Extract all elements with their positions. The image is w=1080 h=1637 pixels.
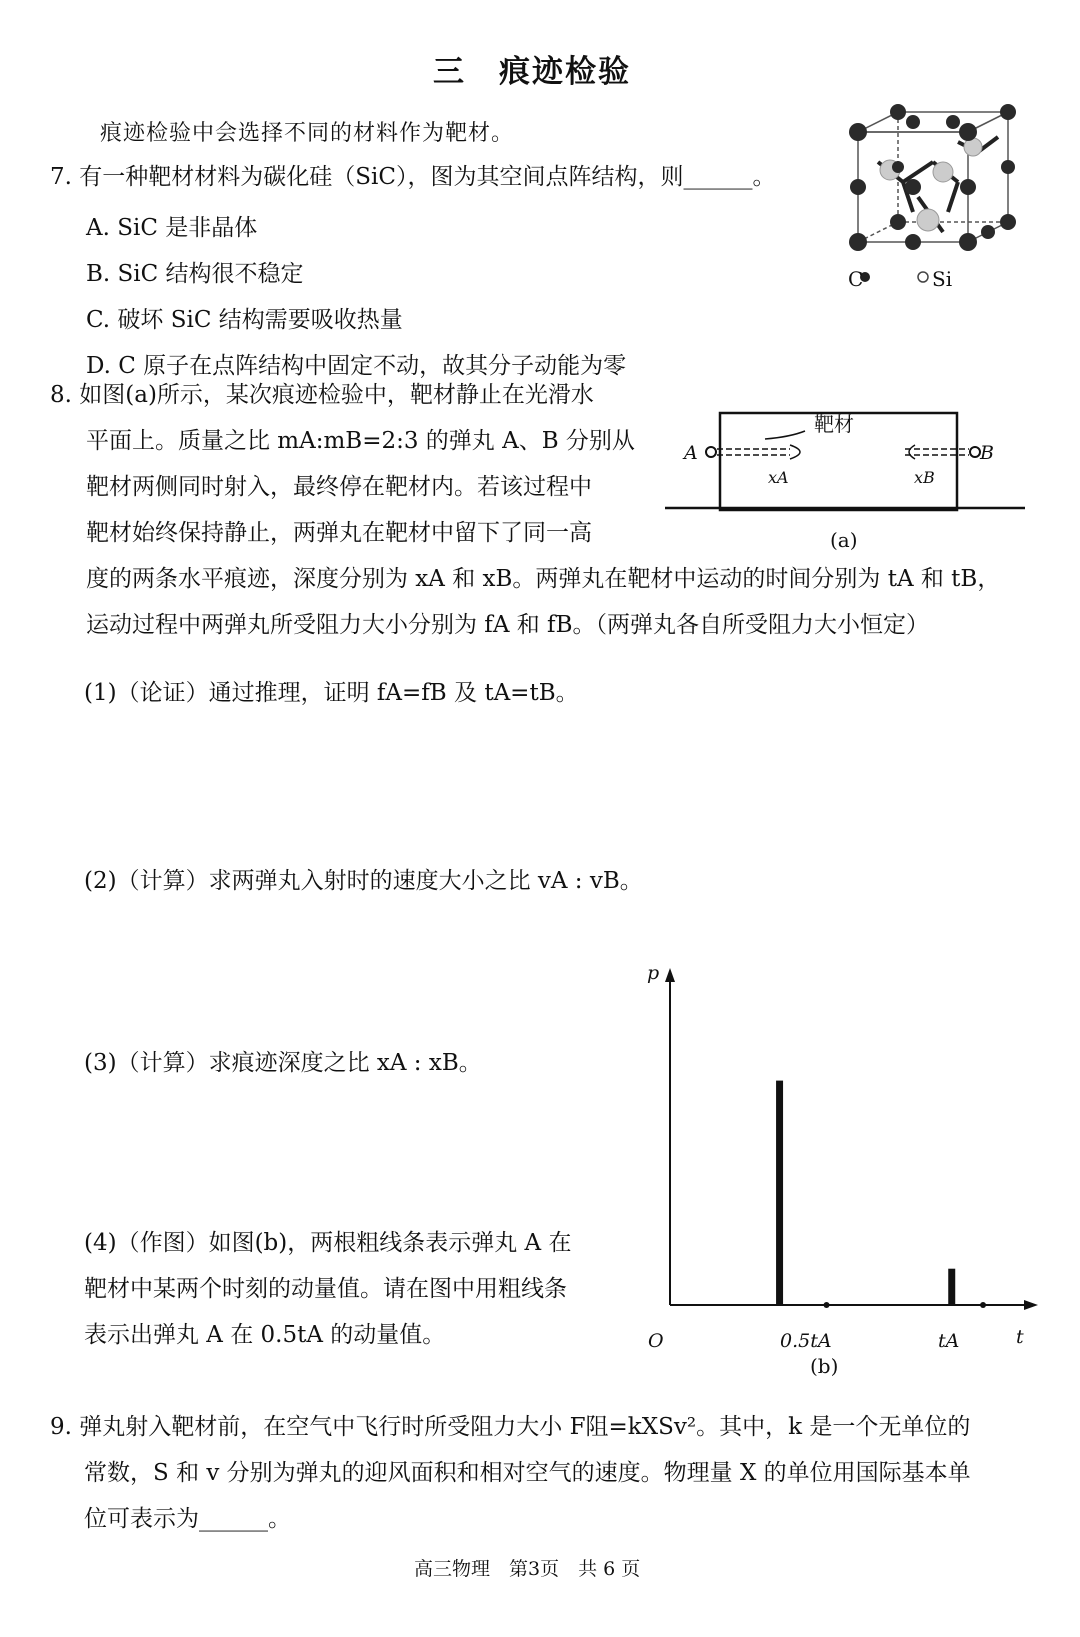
q7-option-a: A. SiC 是非晶体 [86,215,258,241]
figure-a-target-label: 靶材 [814,412,854,436]
figure-b-tick-full: tA [938,1330,960,1352]
x-axis-arrow [1024,1300,1038,1310]
q8-part-2: (2)（计算）求两弹丸入射时的速度大小之比 vA : vB。 [84,868,643,894]
q8-part-4-line-1: (4)（作图）如图(b)，两根粗线条表示弹丸 A 在 [84,1230,572,1256]
q9-line-1: 9. 弹丸射入靶材前，在空气中飞行时所受阻力大小 F阻=kXSv²。其中，k 是一个无单位的 [50,1414,971,1440]
x-tick-dot-2 [980,1302,986,1308]
figure-b-tick-half: 0.5tA [780,1330,832,1352]
figure-a-depth-a: xA [768,468,789,487]
figure-b-caption: (b) [810,1354,839,1378]
figure-a-label-a: A [684,442,698,464]
x-tick-dot-1 [824,1302,830,1308]
momentum-bar-1 [776,1081,783,1305]
q8-part-1: (1)（论证）通过推理，证明 fA=fB 及 tA=tB。 [84,680,579,706]
figure-b-origin: O [648,1330,664,1352]
q8-stem-line-4: 靶材始终保持静止，两弹丸在靶材中留下了同一高 [86,520,592,546]
q8-stem-line-6: 运动过程中两弹丸所受阻力大小分别为 fA 和 fB。（两弹丸各自所受阻力大小恒定） [86,612,929,638]
q8-stem-line-2: 平面上。质量之比 mA:mB=2:3 的弹丸 A、B 分别从 [86,428,635,454]
q7-option-b: B. SiC 结构很不稳定 [86,261,304,287]
q8-stem-line-1: 8. 如图(a)所示，某次痕迹检验中，靶材静止在光滑水 [50,382,594,408]
figure-a-label-b: B [980,442,994,464]
figure-a-caption: (a) [830,528,858,552]
y-axis-arrow [665,968,675,982]
q9-line-3: 位可表示为______。 [84,1506,291,1532]
figure-a-depth-b: xB [914,468,935,487]
section-title: 三 痕迹检验 [433,54,631,90]
q8-part-4-line-3: 表示出弹丸 A 在 0.5tA 的动量值。 [84,1322,446,1348]
q8-part-3: (3)（计算）求痕迹深度之比 xA : xB。 [84,1050,482,1076]
figure-b-y-label: p [647,962,660,984]
legend-si-label: Si [932,267,953,291]
figure-b-x-label: t [1016,1326,1024,1348]
section-intro: 痕迹检验中会选择不同的材料作为靶材。 [100,121,515,146]
figure-b-chart [640,960,1040,1320]
momentum-bar-2 [948,1269,955,1305]
q9-line-2: 常数，S 和 v 分别为弹丸的迎风面积和相对空气的速度。物理量 X 的单位用国际基本单 [84,1460,971,1486]
legend-c-label: C [848,267,864,291]
q7-option-c: C. 破坏 SiC 结构需要吸收热量 [86,307,403,333]
q7-option-d: D. C 原子在点阵结构中固定不动，故其分子动能为零 [86,353,627,379]
q7-stem: 7. 有一种靶材材料为碳化硅（SiC），图为其空间点阵结构，则______。 [50,164,776,190]
page-footer: 高三物理 第3页 共 6 页 [414,1558,641,1580]
q8-stem-line-5: 度的两条水平痕迹，深度分别为 xA 和 xB。两弹丸在靶材中运动的时间分别为 tA 和 tB， [86,566,1001,592]
q8-stem-line-3: 靶材两侧同时射入，最终停在靶材内。若该过程中 [86,474,592,500]
q8-part-4-line-2: 靶材中某两个时刻的动量值。请在图中用粗线条 [84,1276,567,1302]
